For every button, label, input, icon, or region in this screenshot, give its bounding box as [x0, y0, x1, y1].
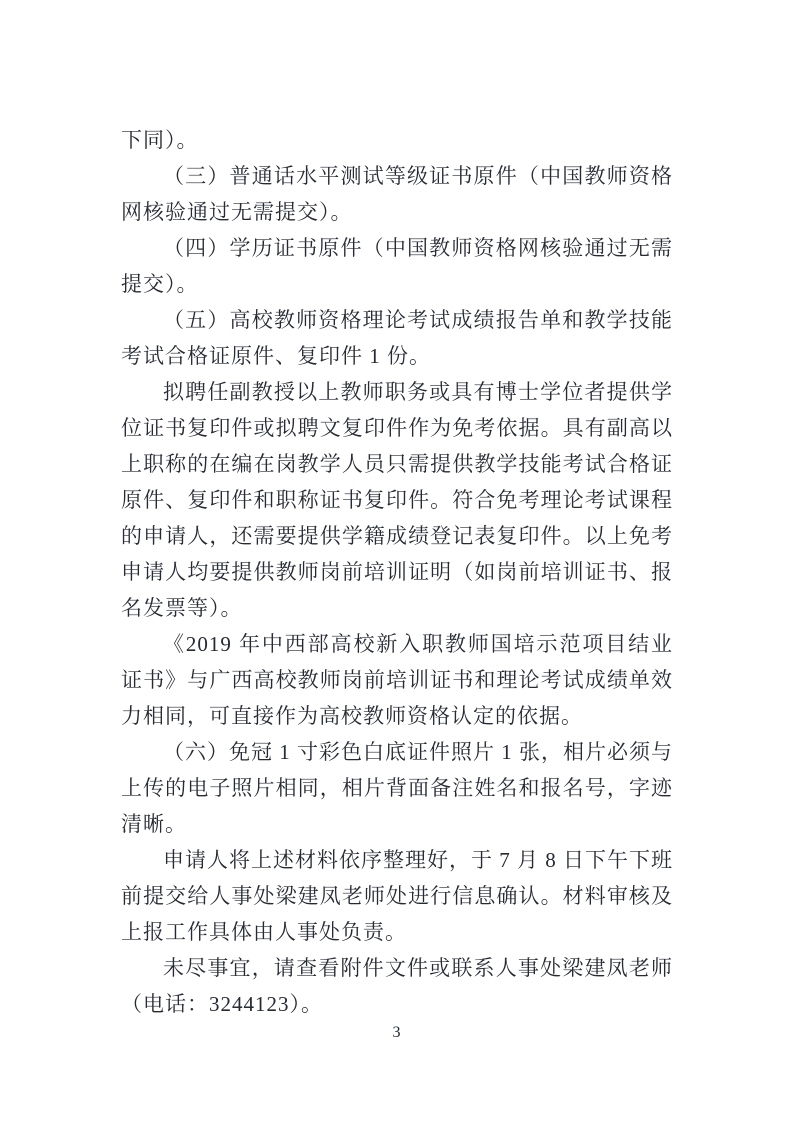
paragraph-continuation: 下同）。 [121, 128, 199, 152]
paragraph-item-3: （三）普通话水平测试等级证书原件（中国教师资格网核验通过无需提交）。 [121, 164, 673, 224]
document-text-body [121, 122, 673, 1022]
paragraph-contact-info: 未尽事宜，请查看附件文件或联系人事处梁建凤老师（电话：3244123）。 [121, 956, 673, 1016]
page-number: 3 [392, 1024, 401, 1041]
paragraph-item-6: （六）免冠 1 寸彩色白底证件照片 1 张，相片必须与上传的电子照片相同，相片背面备注姓名和报名号，字迹清晰。 [121, 740, 673, 836]
paragraph-guopei-certificate: 《2019 年中西部高校新入职教师国培示范项目结业证书》与广西高校教师岗前培训证书和理论考试成绩单效力相同，可直接作为高校教师资格认定的依据。 [121, 632, 673, 728]
paragraph-submission-deadline: 申请人将上述材料依序整理好，于 7 月 8 日下午下班前提交给人事处梁建凤老师处进行信息确认。材料审核及上报工作具体由人事处负责。 [121, 848, 673, 944]
paragraph-item-4: （四）学历证书原件（中国教师资格网核验通过无需提交）。 [121, 236, 673, 296]
paragraph-exemption-rules: 拟聘任副教授以上教师职务或具有博士学位者提供学位证书复印件或拟聘文复印件作为免考依据。具有副高以上职称的在编在岗教学人员只需提供教学技能考试合格证原件、复印件和职称证书复印件。符合免考理论考试课程的申请人，还需要提供学籍成绩登记表复印件。以上免考申请人均要提供教师岗前培训证明（如岗前培训证书、报名发票等）。 [121, 380, 673, 620]
paragraph-item-5: （五）高校教师资格理论考试成绩报告单和教学技能考试合格证原件、复印件 1 份。 [121, 308, 673, 368]
